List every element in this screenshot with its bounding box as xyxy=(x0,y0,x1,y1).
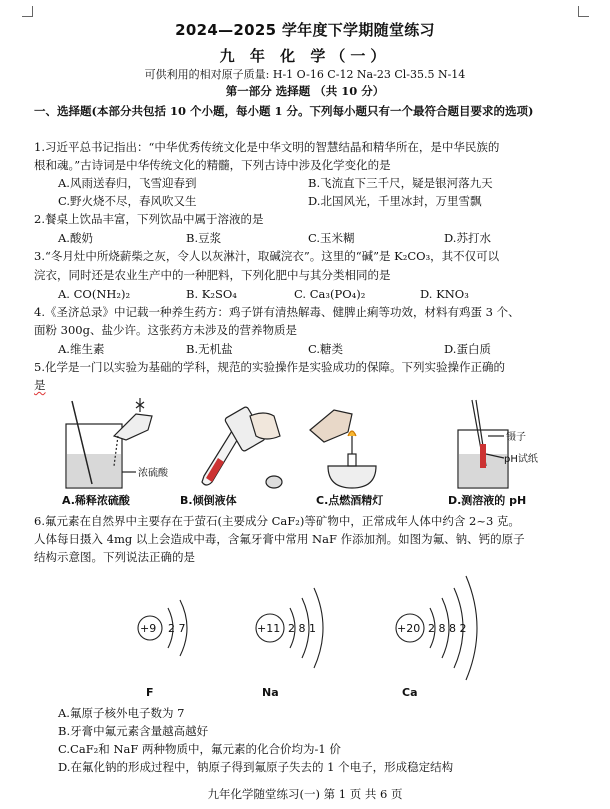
q1-option-b: B.飞流直下三千尺，疑是银河落九天 xyxy=(308,176,493,190)
figure-d-ph-paper-label: pH试纸 xyxy=(504,454,538,465)
figure-a-acid-label: 浓硫酸 xyxy=(138,468,168,479)
q5-stem-line1: 5.化学是一门以实验为基础的学科，规范的实验操作是实验成功的保障。下列实验操作正确的 xyxy=(34,360,505,374)
q4-option-c: C.糖类 xyxy=(308,342,344,356)
figure-b-pour-liquid xyxy=(202,406,282,488)
section-heading: 一、选择题(本部分共包括 10 个小题，每小题 1 分。下列每小题只有一个最符合题目要求的选项) xyxy=(34,104,534,118)
f-label: F xyxy=(146,686,154,699)
q3-stem-line2: 浣衣，同时还是农业生产中的一种肥料，下列化肥中与其分类相同的是 xyxy=(34,268,391,282)
corner-mark-tr xyxy=(578,6,589,17)
q1-option-c: C.野火烧不尽，春风吹又生 xyxy=(58,194,197,208)
atomic-masses: 可供利用的相对原子质量: H-1 O-16 C-12 Na-23 Cl-35.5 N-14 xyxy=(144,68,466,81)
na-nucleus: +11 xyxy=(257,622,281,635)
q6-stem-line3: 结构示意图。下列说法正确的是 xyxy=(34,550,195,564)
q4-option-b: B.无机盐 xyxy=(186,342,233,356)
q5-option-a: A.稀释浓硫酸 xyxy=(62,494,130,507)
q6-option-b: B.牙膏中氟元素含量越高越好 xyxy=(58,724,209,738)
na-label: Na xyxy=(262,686,279,699)
q6-option-c: C.CaF₂和 NaF 两种物质中，氟元素的化合价均为-1 价 xyxy=(58,742,341,756)
q1-stem-line2: 根和魂。”古诗词是中华传统文化的精髓，下列古诗中涉及化学变化的是 xyxy=(34,158,391,172)
q2-option-a: A.酸奶 xyxy=(58,231,93,245)
q6-option-a: A.氟原子核外电子数为 7 xyxy=(58,706,185,720)
q6-stem-line1: 6.氟元素在自然界中主要存在于萤石(主要成分 CaF₂)等矿物中，正常成年人体中约含 2~3 克。 xyxy=(34,514,520,528)
q5-stem-line2: 是 xyxy=(34,378,46,392)
ca-label: Ca xyxy=(402,686,418,699)
na-shells: 2 8 1 xyxy=(288,622,316,635)
figure-d-tweezers-label: 镊子 xyxy=(506,432,526,443)
q4-option-d: D.蛋白质 xyxy=(444,342,491,356)
corner-mark-tl xyxy=(22,6,33,17)
q1-option-a: A.风雨送春归，飞雪迎春到 xyxy=(58,176,197,190)
q4-option-a: A.维生素 xyxy=(58,342,105,356)
q3-option-c: C. Ca₃(PO₄)₂ xyxy=(294,287,366,301)
q2-option-b: B.豆浆 xyxy=(186,231,222,245)
q4-stem-line2: 面粉 300g、盐少许。这张药方未涉及的营养物质是 xyxy=(34,323,297,337)
part-heading: 第一部分 选择题 （共 10 分） xyxy=(225,84,385,98)
q3-stem-line1: 3.“冬月灶中所烧薪柴之灰，令人以灰淋汁，取碱浣衣”。这里的“碱”是 K₂CO₃，其不仅可以 xyxy=(34,249,500,263)
q6-option-d: D.在氟化钠的形成过程中，钠原子得到氟原子失去的 1 个电子，形成稳定结构 xyxy=(58,760,454,774)
q5-option-c: C.点燃酒精灯 xyxy=(316,494,384,507)
f-shells: 2 7 xyxy=(168,622,186,635)
q3-option-b: B. K₂SO₄ xyxy=(186,287,237,301)
q2-stem: 2.餐桌上饮品丰富，下列饮品中属于溶液的是 xyxy=(34,212,264,226)
q3-option-d: D. KNO₃ xyxy=(420,287,469,301)
q1-stem-line1: 1.习近平总书记指出：“中华优秀传统文化是中华文明的智慧结晶和精华所在，是中华民族的 xyxy=(34,140,500,154)
ca-shells: 2 8 8 2 xyxy=(428,622,467,635)
q5-option-d: D.测溶液的 pH xyxy=(448,494,527,507)
q4-stem-line1: 4.《圣济总录》中记载一种养生药方：鸡子饼有清热解毒、健脾止痢等功效，材料有鸡蛋 3 个、 xyxy=(34,305,520,319)
q6-atom-structures xyxy=(110,566,510,704)
page-subtitle: 九 年 化 学（一） xyxy=(219,47,391,65)
q2-option-d: D.苏打水 xyxy=(444,231,491,245)
page-title: 2024—2025 学年度下学期随堂练习 xyxy=(175,21,435,39)
q1-option-d: D.北国风光，千里冰封，万里雪飘 xyxy=(308,194,482,208)
q2-option-c: C.玉米糊 xyxy=(308,231,355,245)
f-nucleus: +9 xyxy=(140,622,157,635)
figure-c-alcohol-lamp xyxy=(310,410,376,488)
q3-option-a: A. CO(NH₂)₂ xyxy=(58,287,131,301)
figure-d-measure-ph xyxy=(458,400,508,488)
page-footer: 九年化学随堂练习(一) 第 1 页 共 6 页 xyxy=(207,787,403,801)
q5-option-b: B.倾倒液体 xyxy=(180,494,237,507)
q6-stem-line2: 人体每日摄入 4mg 以上会造成中毒，含氟牙膏中常用 NaF 作添加剂。如图为氟、钠、钙的原子 xyxy=(34,532,525,546)
ca-nucleus: +20 xyxy=(397,622,421,635)
